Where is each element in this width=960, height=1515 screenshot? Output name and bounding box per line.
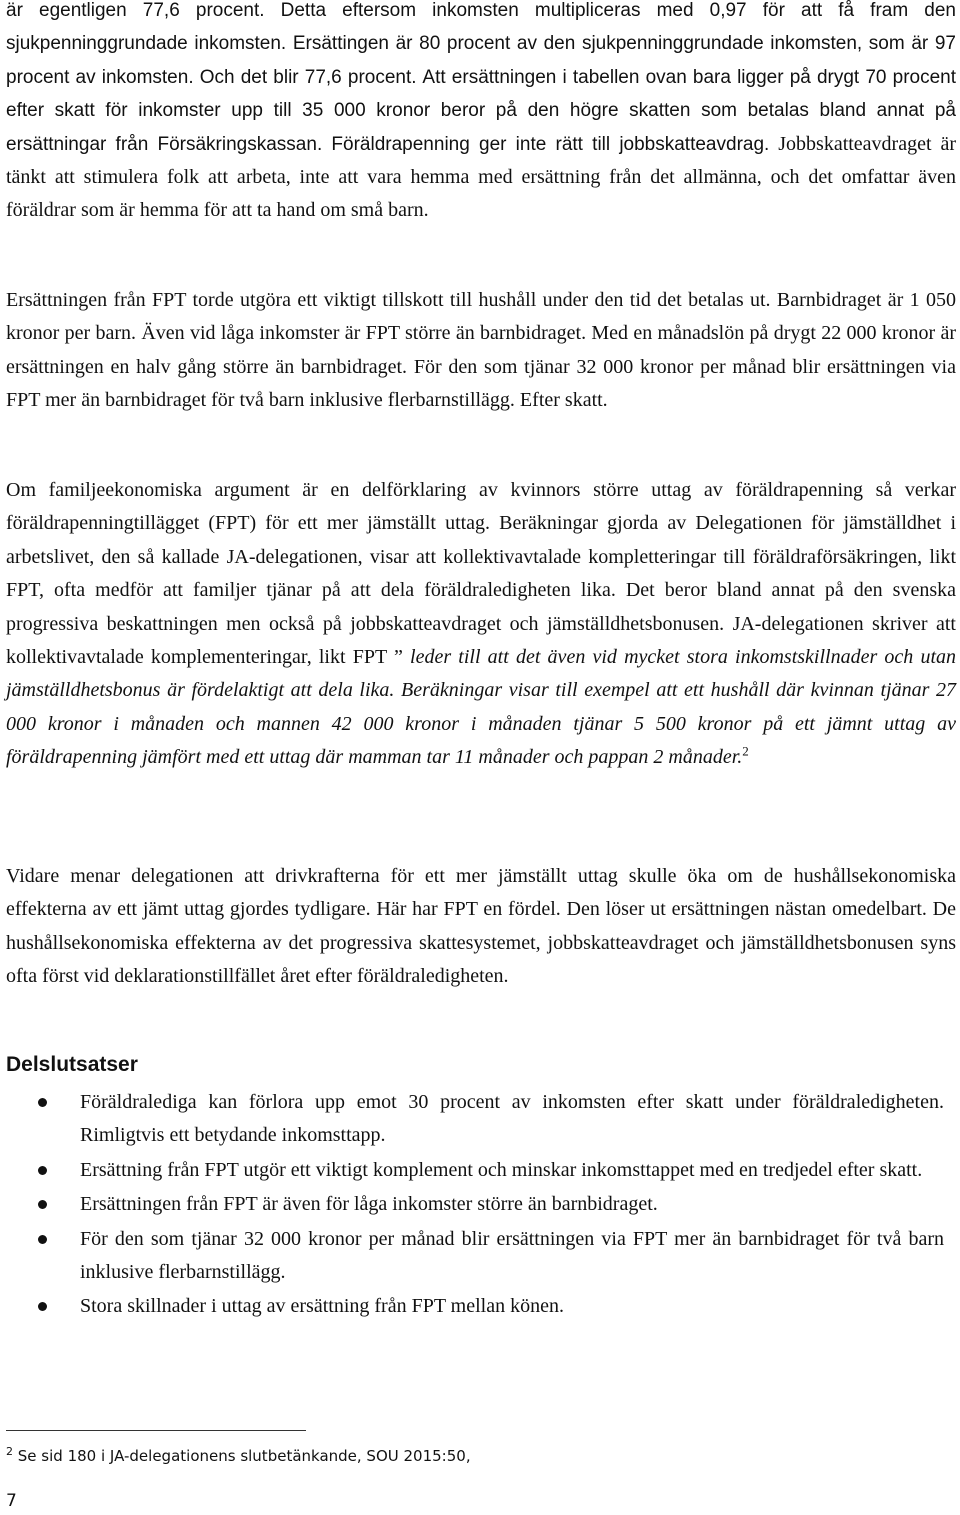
- footnote-divider: [6, 1430, 306, 1431]
- list-item-text: Föräldralediga kan förlora upp emot 30 procent av inkomsten efter skatt under föräldraledigheten. Rimligtvis ett betydande inkomsttapp.: [80, 1091, 944, 1147]
- list-item-text: Ersättningen från FPT är även för låga inkomster större än barnbidraget.: [80, 1193, 658, 1216]
- bullet-icon: [38, 1098, 47, 1107]
- list-item-text: För den som tjänar 32 000 kronor per månad blir ersättningen via FPT mer än barnbidraget för två barn inklusive flerbarnstillägg.: [80, 1227, 944, 1284]
- page-number: 7: [6, 1491, 17, 1511]
- list-item-text: Stora skillnader i uttag av ersättning från FPT mellan könen.: [80, 1295, 564, 1318]
- paragraph-text: Om familjeekonomiska argument är en delförklaring av kvinnors större uttag av föräldrapenning så verkar föräldrapenningtillägget (FPT) för ett mer jämställt uttag. Beräkningar gjorda av Delegationen för jämställdhet i arbetslivet, den så kallade JA-delegationen, visar att kollektivavtalade kompletteringar till föräldraförsäkringen, likt FPT, ofta medför att familjer tjänar på att dela föräldraledigheten lika. Det beror bland annat på den svenska progressiva beskattningen men också på jobbskatteavdraget och jämställdhetsbonusen. JA-delegationen skriver att kollektivavtalade komplementeringar, likt FPT ”: [6, 479, 956, 669]
- paragraph-sentence: Att ersättningen i tabellen ovan bara ligger på drygt 70 procent efter skatt för inkomster upp till 35 000 kronor beror på den högre skatten som betalas bland annat på ersättningar från Försäkringskassan. Föräldrapenning ger inte rätt till jobbskatteavdrag.: [6, 66, 957, 155]
- body-paragraph-income-replacement: [6, 0, 956, 228]
- body-paragraph-incentives: Vidare menar delegationen att drivkrafterna för ett mer jämställt uttag skulle öka om de hushållsekonomiska effekterna av ett jämt uttag gjordes tydligare. Här har FPT en fördel. Den löser ut ersättningen nästan omedelbart. De hushållsekonomiska effekterna av det progressiva skattesystemet, jobbskatteavdraget och jämställdhetsbonusen syns ofta först vid deklarationstillfället året efter föräldraledigheten.: [6, 865, 956, 988]
- body-paragraph-fpt-supplement: Ersättningen från FPT torde utgöra ett viktigt tillskott till hushåll under den tid det betalas ut. Barnbidraget är 1 050 kronor per barn. Även vid låga inkomster är FPT större än barnbidraget. Med en månadslön på drygt 22 000 kronor är ersättningen en halv gång större än barnbidraget. För den som tjänar 32 000 kronor per månad blir ersättningen via FPT mer än barnbidraget för två barn inklusive flerbarnstillägg. Efter skatt.: [6, 289, 956, 412]
- list-item: [0, 1154, 944, 1187]
- list-item: [0, 1086, 944, 1153]
- quoted-passage: leder till att det även vid mycket stora inkomstskillnader och utan jämställdhetsbonus är fördelaktigt att dela lika. Beräkningar visar till exempel att ett hushåll där kvinnan tjänar 27 000 kronor i månaden och mannen 42 000 kronor i månaden tjänar 5 500 kronor på ett jämnt uttag av föräldrapenning jämfört med ett uttag där mamman tar 11 månader och pappan 2 månader.: [6, 646, 957, 769]
- paragraph-sentence: är egentligen 77,6 procent. Detta eftersom inkomsten multipliceras med 0,97 för att få fram den sjukpenninggrundade inkomsten. Ersättingen är 80 procent av den sjukpenninggrundade inkomsten, som är 97 procent av inkomsten. Och det blir 77,6 procent.: [6, 0, 956, 88]
- list-item: [0, 1188, 944, 1221]
- body-paragraph-ja-delegation: [6, 474, 956, 775]
- footnote-number: 2: [6, 1445, 13, 1458]
- list-item: [0, 1223, 944, 1290]
- bullet-icon: [38, 1302, 47, 1311]
- footnote: [6, 1441, 471, 1471]
- list-item: [0, 1290, 944, 1323]
- footnote-reference[interactable]: 2: [742, 743, 749, 759]
- bullet-icon: [38, 1166, 47, 1175]
- list-item-text: Ersättning från FPT utgör ett viktigt komplement och minskar inkomsttappet med en tredjedel efter skatt.: [80, 1158, 923, 1181]
- footnote-text: Se sid 180 i JA-delegationens slutbetänkande, SOU 2015:50,: [17, 1447, 471, 1465]
- bullet-icon: [38, 1200, 47, 1209]
- section-heading: Delslutsatser: [6, 1053, 138, 1076]
- bullet-icon: [38, 1235, 47, 1244]
- conclusions-list: [0, 1086, 960, 1325]
- paragraph-sentence: Jobbskatteavdraget är tänkt att stimulera folk att arbeta, inte att vara hemma med ersättning från det allmänna, och det omfattar även föräldrar som är hemma för att ta hand om små barn.: [6, 132, 956, 222]
